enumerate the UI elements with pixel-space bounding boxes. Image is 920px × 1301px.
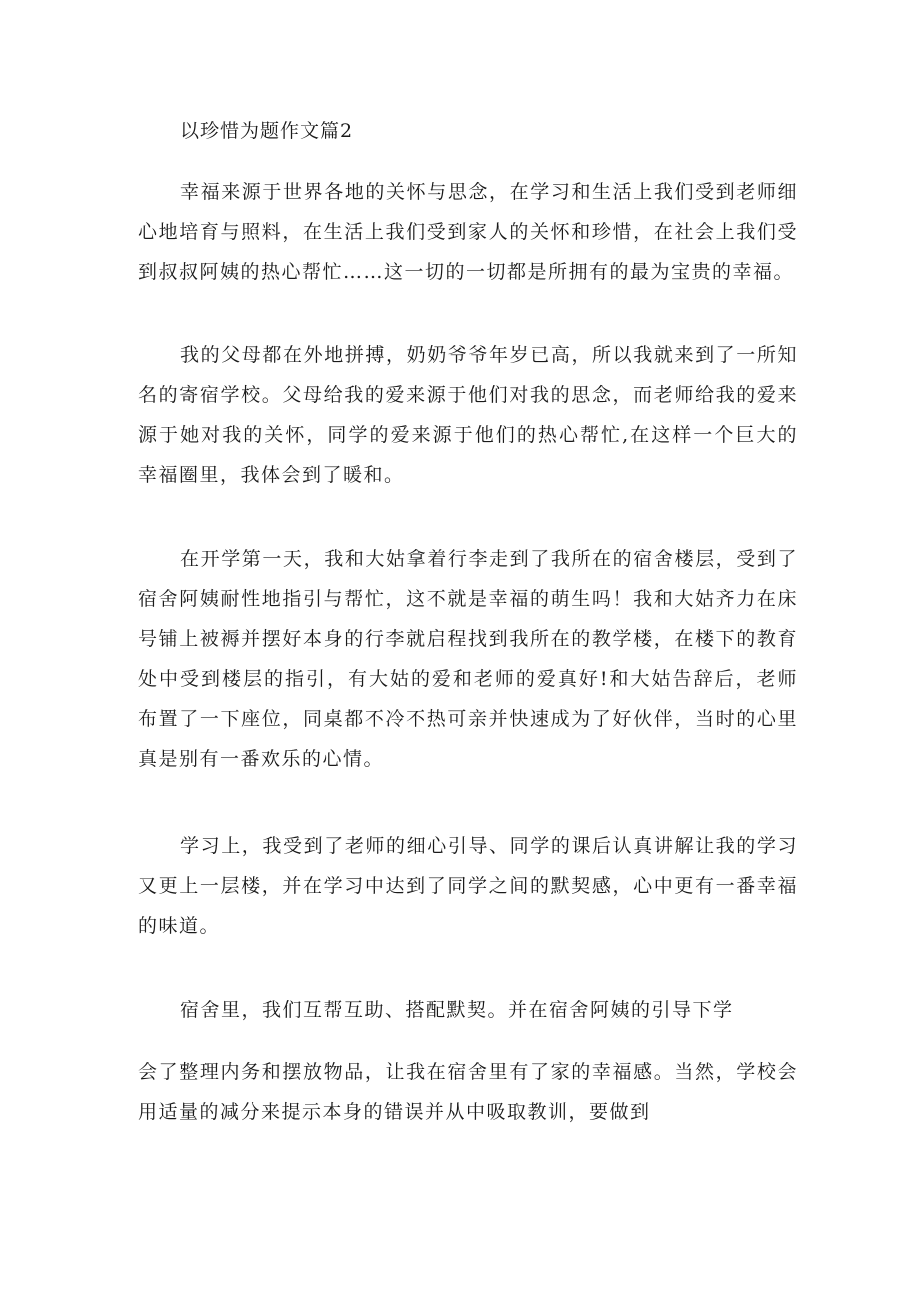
paragraph-1: 幸福来源于世界各地的关怀与思念，在学习和生活上我们受到老师细心地培育与照料，在生活上我们受到家人的关怀和珍惜，在社会上我们受到叔叔阿姨的热心帮忙……这一切的一切都是所拥有的最为宝贵的幸福。 — [138, 181, 798, 283]
document-title: 以珍惜为题作文篇2 — [180, 120, 354, 142]
paragraph-4: 学习上，我受到了老师的细心引导、同学的课后认真讲解让我的学习又更上一层楼，并在学习中达到了同学之间的默契感，心中更有一番幸福的味道。 — [138, 835, 798, 937]
paragraph-5: 宿舍里，我们互帮互助、搭配默契。并在宿舍阿姨的引导下学 — [180, 999, 734, 1021]
paragraph-6: 会了整理内务和摆放物品，让我在宿舍里有了家的幸福感。当然，学校会用适量的减分来提示本身的错误并从中吸取教训，要做到 — [138, 1061, 798, 1123]
paragraph-3: 在开学第一天，我和大姑拿着行李走到了我所在的宿舍楼层，受到了宿舍阿姨耐性地指引与帮忙，这不就是幸福的萌生吗！我和大姑齐力在床号铺上被褥并摆好本身的行李就启程找到我所在的教学楼，在楼下的教育处中受到楼层的指引，有大姑的爱和老师的爱真好!和大姑告辞后，老师布置了一下座位，同桌都不冷不热可亲并快速成为了好伙伴，当时的心里真是别有一番欢乐的心情。 — [138, 548, 798, 770]
paragraph-2: 我的父母都在外地拼搏，奶奶爷爷年岁已高，所以我就来到了一所知名的寄宿学校。父母给我的爱来源于他们对我的思念，而老师给我的爱来源于她对我的关怀，同学的爱来源于他们的热心帮忙,在这样一个巨大的幸福圈里，我体会到了暖和。 — [138, 344, 798, 486]
